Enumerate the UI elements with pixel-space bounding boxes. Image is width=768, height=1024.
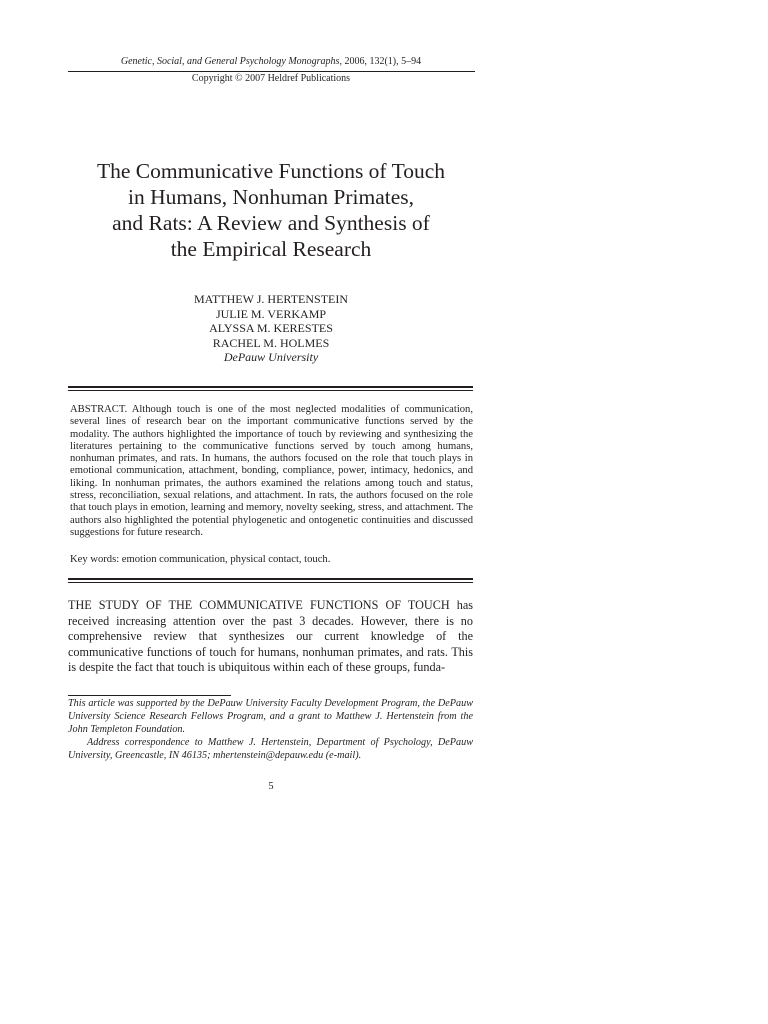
footnote-support: This article was supported by the DePauw University Faculty Development Program, the DePauw University Science Research Fellows Program, and a grant to Matthew J. Hertenstein from the John Templeton Foundation.	[68, 698, 473, 735]
title-line: and Rats: A Review and Synthesis of	[112, 211, 430, 235]
copyright-line: Copyright © 2007 Heldref Publications	[191, 73, 351, 84]
abstract-top-rule	[68, 386, 473, 391]
keywords: Key words: emotion communication, physical contact, touch.	[70, 554, 331, 565]
journal-citation: 2006, 132(1), 5–94	[341, 56, 422, 67]
footnote	[68, 697, 473, 762]
footnote-address: Address correspondence to Matthew J. Hertenstein, Department of Psychology, DePauw University, Greencastle, IN 46135; mhertenstein@depauw.edu (e-mail).	[68, 737, 473, 761]
title-line: The Communicative Functions of Touch	[96, 159, 446, 183]
running-header	[68, 55, 474, 68]
body-paragraph	[68, 598, 473, 676]
author-affiliation: DePauw University	[223, 350, 319, 364]
article-title	[68, 158, 474, 262]
body-lead-caps: THE STUDY OF THE COMMUNICATIVE FUNCTIONS OF TOUCH	[68, 598, 450, 612]
author-name: JULIE M. VERKAMP	[215, 306, 327, 321]
abstract-bottom-rule	[68, 578, 473, 583]
page-number: 5	[268, 781, 274, 792]
title-line: the Empirical Research	[170, 237, 372, 261]
author-block	[68, 292, 474, 365]
body-text: has received increasing attention over the past 3 decades. However, there is no comprehensive review that synthesizes our current knowledge of the communicative functions of touch for humans, nonhuman primates, and rats. This is despite the fact that touch is ubiquitous within each of these groups, funda-	[68, 598, 473, 674]
author-name: ALYSSA M. KERESTES	[209, 321, 333, 335]
author-name: MATTHEW J. HERTENSTEIN	[193, 292, 349, 306]
journal-name: Genetic, Social, and General Psychology Monographs,	[120, 56, 342, 67]
footnote-rule	[68, 695, 231, 696]
title-line: in Humans, Nonhuman Primates,	[127, 185, 415, 209]
author-name: RACHEL M. HOLMES	[212, 335, 330, 350]
abstract-text: ABSTRACT. Although touch is one of the most neglected modalities of communication, several lines of research bear on the important communicative functions served by the modality. The authors highlighted the importance of touch by reviewing and synthesizing the literatures pertaining to the communicative functions served by touch among humans, nonhuman primates, and rats. In humans, the authors focused on the role that touch plays in emotional communication, attachment, bonding, compliance, power, intimacy, hedonics, and liking. In nonhuman primates, the authors examined the relations among touch and status, stress, reconciliation, sexual relations, and attachment. In rats, the authors focused on the role that touch plays in emotion, learning and memory, novelty seeking, stress, and attachment. The authors also highlighted the potential phylogenetic and ontogenetic continuities and discussed suggestions for future research.	[70, 404, 473, 538]
